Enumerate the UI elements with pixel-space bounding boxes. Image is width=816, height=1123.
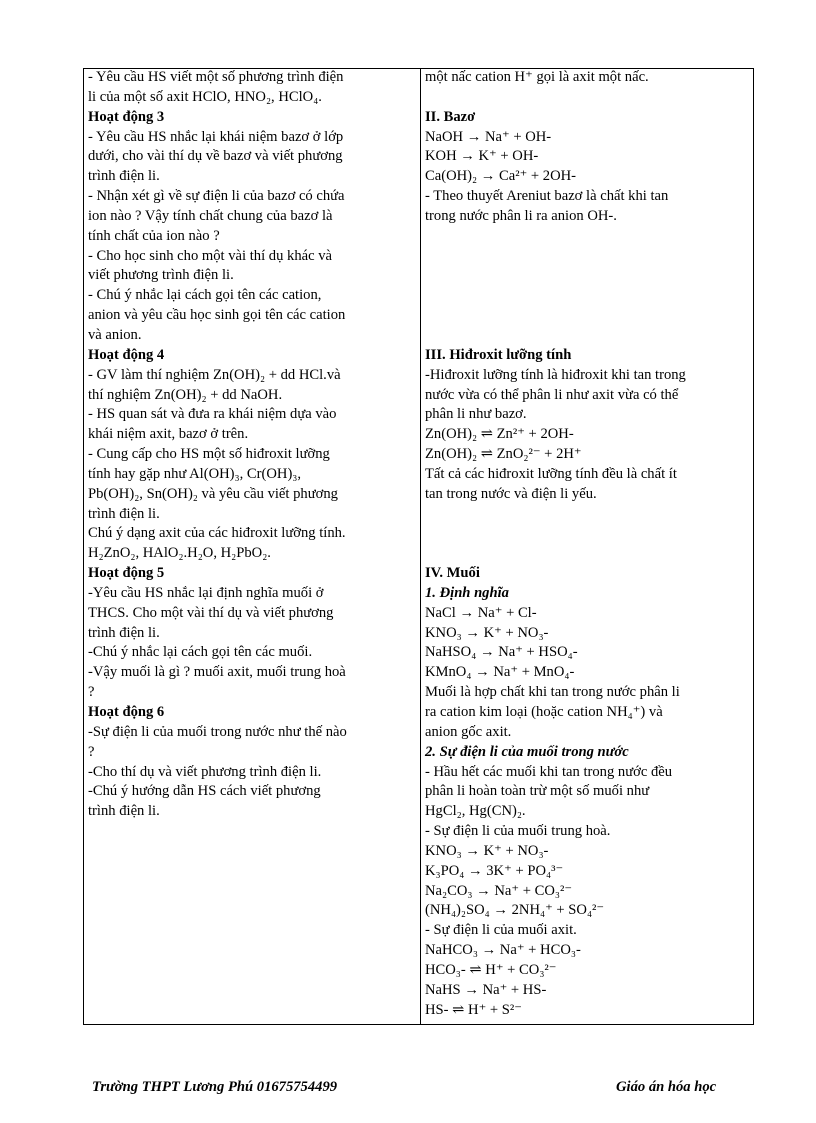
right-line: [425, 266, 751, 286]
right-line: NaOH → Na⁺ + OH-: [425, 128, 552, 145]
right-heading: IV. Muối: [425, 565, 480, 582]
right-line: Zn(OH)₂ ⇌ ZnO₂²⁻ + 2H⁺: [425, 446, 582, 463]
right-line: [425, 247, 751, 267]
right-heading: III. Hiđroxit lưỡng tính: [425, 346, 572, 363]
right-line: phân li như bazơ.: [425, 406, 527, 423]
left-line: khái niệm axit, bazơ ở trên.: [88, 426, 249, 443]
right-line: [425, 227, 751, 247]
left-line: trình điện li.: [88, 803, 160, 820]
right-line: KNO₃ → K⁺ + NO₃-: [425, 624, 549, 641]
left-line: trình điện li.: [88, 505, 160, 522]
right-line: K₃PO₄ → 3K⁺ + PO₄³⁻: [425, 862, 564, 879]
left-heading: Hoạt động 3: [88, 108, 165, 125]
right-line: (NH₄)₂SO₄ → 2NH₄⁺ + SO₄²⁻: [425, 902, 605, 919]
left-line: -Yêu cầu HS nhắc lại định nghĩa muối ở: [88, 584, 324, 601]
left-line: - Nhận xét gì về sự điện li của bazơ có chứa: [88, 188, 345, 205]
left-line: -Chú ý hướng dẫn HS cách viết phương: [88, 783, 321, 800]
right-line: trong nước phân li ra anion OH-.: [425, 207, 617, 224]
right-line: một nấc cation H⁺ gọi là axit một nấc.: [425, 69, 649, 85]
right-line: Zn(OH)₂ ⇌ Zn²⁺ + 2OH-: [425, 426, 574, 443]
right-line: Muối là hợp chất khi tan trong nước phân li: [425, 684, 680, 701]
left-line: -Chú ý nhắc lại cách gọi tên các muối.: [88, 644, 313, 661]
right-heading: II. Bazơ: [425, 108, 476, 125]
left-line: H₂ZnO₂, HAlO₂.H₂O, H₂PbO₂.: [88, 545, 271, 562]
footer-subject: Giáo án hóa học: [616, 1079, 717, 1095]
right-line: KOH → K⁺ + OH-: [425, 148, 539, 165]
column-divider: [420, 68, 421, 1025]
right-line: Tất cả các hiđroxit lưỡng tính đều là chất ít: [425, 465, 677, 482]
right-line: HS- ⇌ H⁺ + S²⁻: [425, 1001, 523, 1018]
right-line: anion gốc axit.: [425, 723, 512, 740]
right-subheading: 2. Sự điện li của muối trong nước: [425, 743, 629, 760]
left-heading: Hoạt động 5: [88, 565, 165, 582]
right-line: - Hầu hết các muối khi tan trong nước đều: [425, 763, 673, 780]
lesson-content-column: [425, 68, 751, 1021]
right-line: [425, 326, 751, 346]
right-line: KMnO₄ → Na⁺ + MnO₄-: [425, 664, 575, 681]
right-line: NaHSO₄ → Na⁺ + HSO₄-: [425, 644, 578, 661]
left-line: - Chú ý nhắc lại cách gọi tên các cation,: [88, 287, 322, 304]
right-line: Na₂CO₃ → Na⁺ + CO₃²⁻: [425, 882, 573, 899]
left-line: - GV làm thí nghiệm Zn(OH)₂ + dd HCl.và: [88, 366, 341, 383]
right-line: -Hiđroxit lưỡng tính là hiđroxit khi tan trong: [425, 366, 686, 383]
left-line: ion nào ? Vậy tính chất chung của bazơ là: [88, 207, 333, 224]
right-line: - Sự điện li của muối axit.: [425, 922, 577, 939]
left-line: -Vậy muối là gì ? muối axit, muối trung hoà: [88, 664, 346, 681]
right-line: HgCl₂, Hg(CN)₂.: [425, 803, 526, 820]
left-line: và anion.: [88, 326, 142, 343]
left-line: THCS. Cho một vài thí dụ và viết phương: [88, 604, 334, 621]
left-line: dưới, cho vài thí dụ về bazơ và viết phương: [88, 148, 343, 165]
right-line: [425, 524, 751, 544]
right-line: [425, 306, 751, 326]
left-line: - HS quan sát và đưa ra khái niệm dựa vào: [88, 406, 337, 423]
right-line: - Sự điện li của muối trung hoà.: [425, 823, 611, 840]
left-line: thí nghiệm Zn(OH)₂ + dd NaOH.: [88, 386, 283, 403]
left-line: ?: [88, 743, 95, 760]
left-line: anion và yêu cầu học sinh gọi tên các cation: [88, 307, 346, 324]
left-line: tính chất của ion nào ?: [88, 227, 220, 244]
right-line: Ca(OH)₂ → Ca²⁺ + 2OH-: [425, 168, 577, 185]
left-line: -Sự điện li của muối trong nước như thế nào: [88, 723, 347, 740]
left-line: trình điện li.: [88, 168, 160, 185]
right-line: HCO₃- ⇌ H⁺ + CO₃²⁻: [425, 961, 557, 978]
right-line: [425, 505, 751, 525]
left-line: li của một số axit HClO, HNO₂, HClO₄.: [88, 88, 322, 105]
left-line: -Cho thí dụ và viết phương trình điện li.: [88, 763, 322, 780]
right-line: [425, 88, 751, 108]
left-line: - Cung cấp cho HS một số hiđroxit lưỡng: [88, 446, 330, 463]
left-line: tính hay gặp như Al(OH)₃, Cr(OH)₃,: [88, 465, 302, 482]
left-line: Pb(OH)₂, Sn(OH)₂ và yêu cầu viết phương: [88, 485, 338, 502]
right-subheading: 1. Định nghĩa: [425, 584, 509, 601]
left-heading: Hoạt động 4: [88, 346, 165, 363]
left-line: - Cho học sinh cho một vài thí dụ khác và: [88, 247, 332, 264]
right-line: [425, 544, 751, 564]
right-line: nước vừa có thể phân li như axit vừa có thể: [425, 386, 679, 403]
footer-school: Trường THPT Lương Phú 01675754499: [92, 1079, 338, 1095]
right-line: - Theo thuyết Areniut bazơ là chất khi tan: [425, 188, 669, 205]
left-line: Chú ý dạng axit của các hiđroxit lưỡng tính.: [88, 525, 346, 542]
right-line: ra cation kim loại (hoặc cation NH₄⁺) và: [425, 704, 663, 720]
left-line: - Yêu cầu HS nhắc lại khái niệm bazơ ở lớp: [88, 128, 344, 145]
right-line: NaCl → Na⁺ + Cl-: [425, 604, 537, 621]
left-line: trình điện li.: [88, 624, 160, 641]
left-line: - Yêu cầu HS viết một số phương trình điện: [88, 69, 344, 85]
right-line: tan trong nước và điện li yếu.: [425, 485, 597, 502]
right-line: KNO₃ → K⁺ + NO₃-: [425, 842, 549, 859]
left-heading: Hoạt động 6: [88, 704, 165, 720]
left-line: ?: [88, 684, 95, 701]
right-line: [425, 286, 751, 306]
right-line: phân li hoàn toàn trừ một số muối như: [425, 783, 650, 800]
left-line: viết phương trình điện li.: [88, 267, 234, 284]
teacher-activities-column: [88, 68, 416, 822]
right-line: NaHCO₃ → Na⁺ + HCO₃-: [425, 942, 581, 959]
right-line: NaHS → Na⁺ + HS-: [425, 981, 547, 998]
